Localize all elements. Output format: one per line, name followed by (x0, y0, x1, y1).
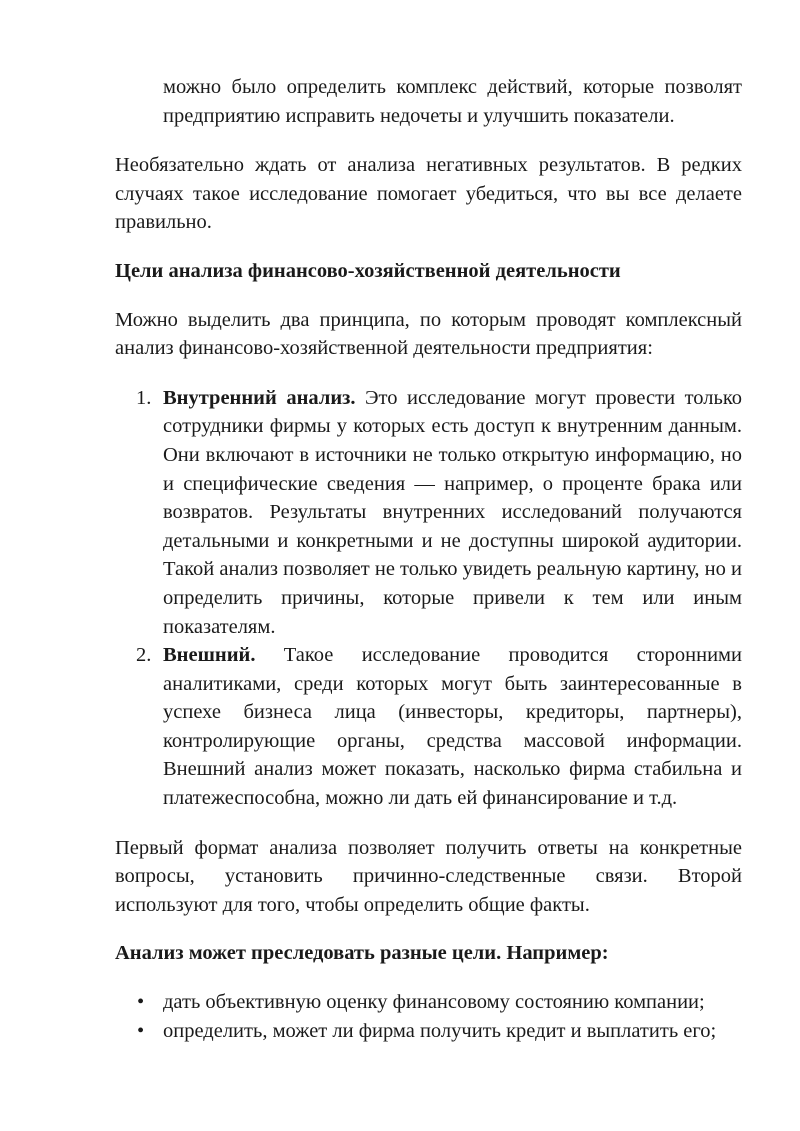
list-item-number: 1. (136, 386, 152, 409)
list-item-lead: Внутренний анализ. (163, 386, 356, 409)
list-item (115, 641, 742, 813)
list-item-number: 2. (136, 644, 152, 667)
purposes-heading: Анализ может преследовать разные цели. Например: (115, 942, 609, 965)
list-item-text: Это исследование могут провести только сотрудники фирмы у которых есть доступ к внутренним данным. Они включают в источники не только открытую информацию, но и специфические сведения — например, о проценте брака или возвратов. Результаты внутренних исследований получаются детальными и конкретными и не доступны широкой аудитории. Такой анализ позволяет не только увидеть реальную картину, но и определить причины, которые привели к тем или иным показателям. (163, 386, 742, 638)
bullet-icon: • (137, 991, 145, 1014)
list-item-text: определить, может ли фирма получить кредит и выплатить его; (163, 1019, 717, 1042)
comparison-paragraph: Первый формат анализа позволяет получить ответы на конкретные вопросы, установить причинно-следственные связи. Второй используют для того, чтобы определить общие факты. (115, 836, 742, 916)
principles-list (115, 384, 742, 813)
list-item-lead: Внешний. (163, 644, 256, 667)
goals-heading: Цели анализа финансово-хозяйственной деятельности (115, 259, 621, 282)
bullet-icon: • (137, 1019, 145, 1042)
document-page (115, 0, 742, 1045)
list-item (115, 1017, 742, 1046)
list-item-text: Такое исследование проводится сторонними аналитиками, среди которых могут быть заинтересованные в успехе бизнеса лица (инвесторы, кредиторы, партнеры), контролирующие органы, средства массовой информации. Внешний анализ может показать, насколько фирма стабильна и платежеспособна, можно ли дать ей финансирование и т.д. (163, 644, 742, 810)
principles-intro-paragraph: Можно выделить два принципа, по которым проводят комплексный анализ финансово-хозяйственной деятельности предприятия: (115, 308, 742, 360)
list-item (115, 384, 742, 641)
intro-continuation-paragraph: можно было определить комплекс действий, которые позволят предприятию исправить недочеты и улучшить показатели. (163, 76, 742, 127)
list-item-text: дать объективную оценку финансовому состоянию компании; (163, 991, 705, 1014)
note-paragraph: Необязательно ждать от анализа негативных результатов. В редких случаях такое исследование помогает убедиться, что вы все делаете правильно. (115, 154, 742, 234)
list-item (115, 988, 742, 1017)
purposes-list (115, 988, 742, 1045)
